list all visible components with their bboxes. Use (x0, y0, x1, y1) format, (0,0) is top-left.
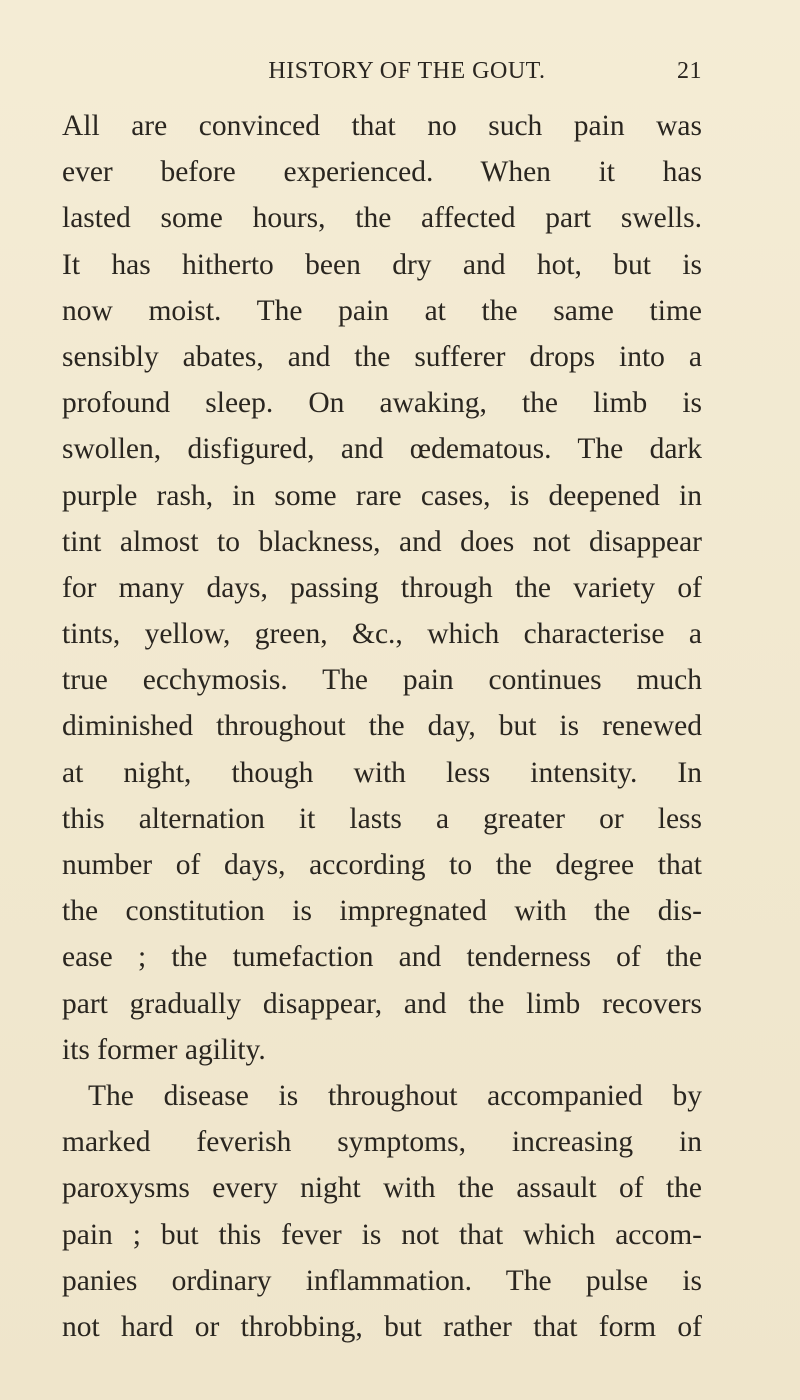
text-line: at night, though with less intensity. In (62, 756, 702, 789)
text-line: diminished throughout the day, but is renewed (62, 710, 702, 743)
text-line: purple rash, in some rare cases, is deepened in (62, 479, 702, 512)
text-line: number of days, according to the degree that (62, 849, 702, 881)
text-line: tints, yellow, green, &c., which characterise a (62, 618, 702, 651)
text-line: this alternation it lasts a greater or less (62, 802, 702, 835)
running-title: HISTORY OF THE GOUT. (268, 58, 546, 84)
text-line: now moist. The pain at the same time (62, 294, 702, 327)
text-line: All are convinced that no such pain was (62, 110, 702, 142)
text-line: the constitution is impregnated with the dis- (62, 895, 702, 928)
text-line: The disease is throughout accompanied by (88, 1079, 702, 1112)
text-line: lasted some hours, the affected part swells. (62, 202, 702, 235)
text-line: for many days, passing through the variety of (62, 571, 702, 604)
text-line: swollen, disfigured, and œdematous. The dark (62, 433, 702, 466)
text-line: ever before experienced. When it has (62, 156, 702, 189)
text-line: ease ; the tumefaction and tenderness of the (62, 941, 702, 974)
text-line: sensibly abates, and the sufferer drops into a (62, 340, 702, 373)
text-line: pain ; but this fever is not that which accom- (62, 1218, 702, 1251)
text-line: true ecchymosis. The pain continues much (62, 664, 702, 697)
body-text (62, 103, 702, 1350)
text-line: panies ordinary inflammation. The pulse is (62, 1264, 702, 1297)
text-line: It has hitherto been dry and hot, but is (62, 248, 702, 281)
text-line: part gradually disappear, and the limb recovers (62, 987, 702, 1020)
text-line: its former agility. (62, 1033, 266, 1066)
text-line: paroxysms every night with the assault of the (62, 1172, 702, 1205)
page-number: 21 (677, 58, 702, 84)
text-line: not hard or throbbing, but rather that form of (62, 1310, 702, 1343)
text-line: tint almost to blackness, and does not disappear (62, 525, 702, 558)
text-line: marked feverish symptoms, increasing in (62, 1126, 702, 1159)
text-line: profound sleep. On awaking, the limb is (62, 387, 702, 420)
running-header (112, 58, 702, 98)
